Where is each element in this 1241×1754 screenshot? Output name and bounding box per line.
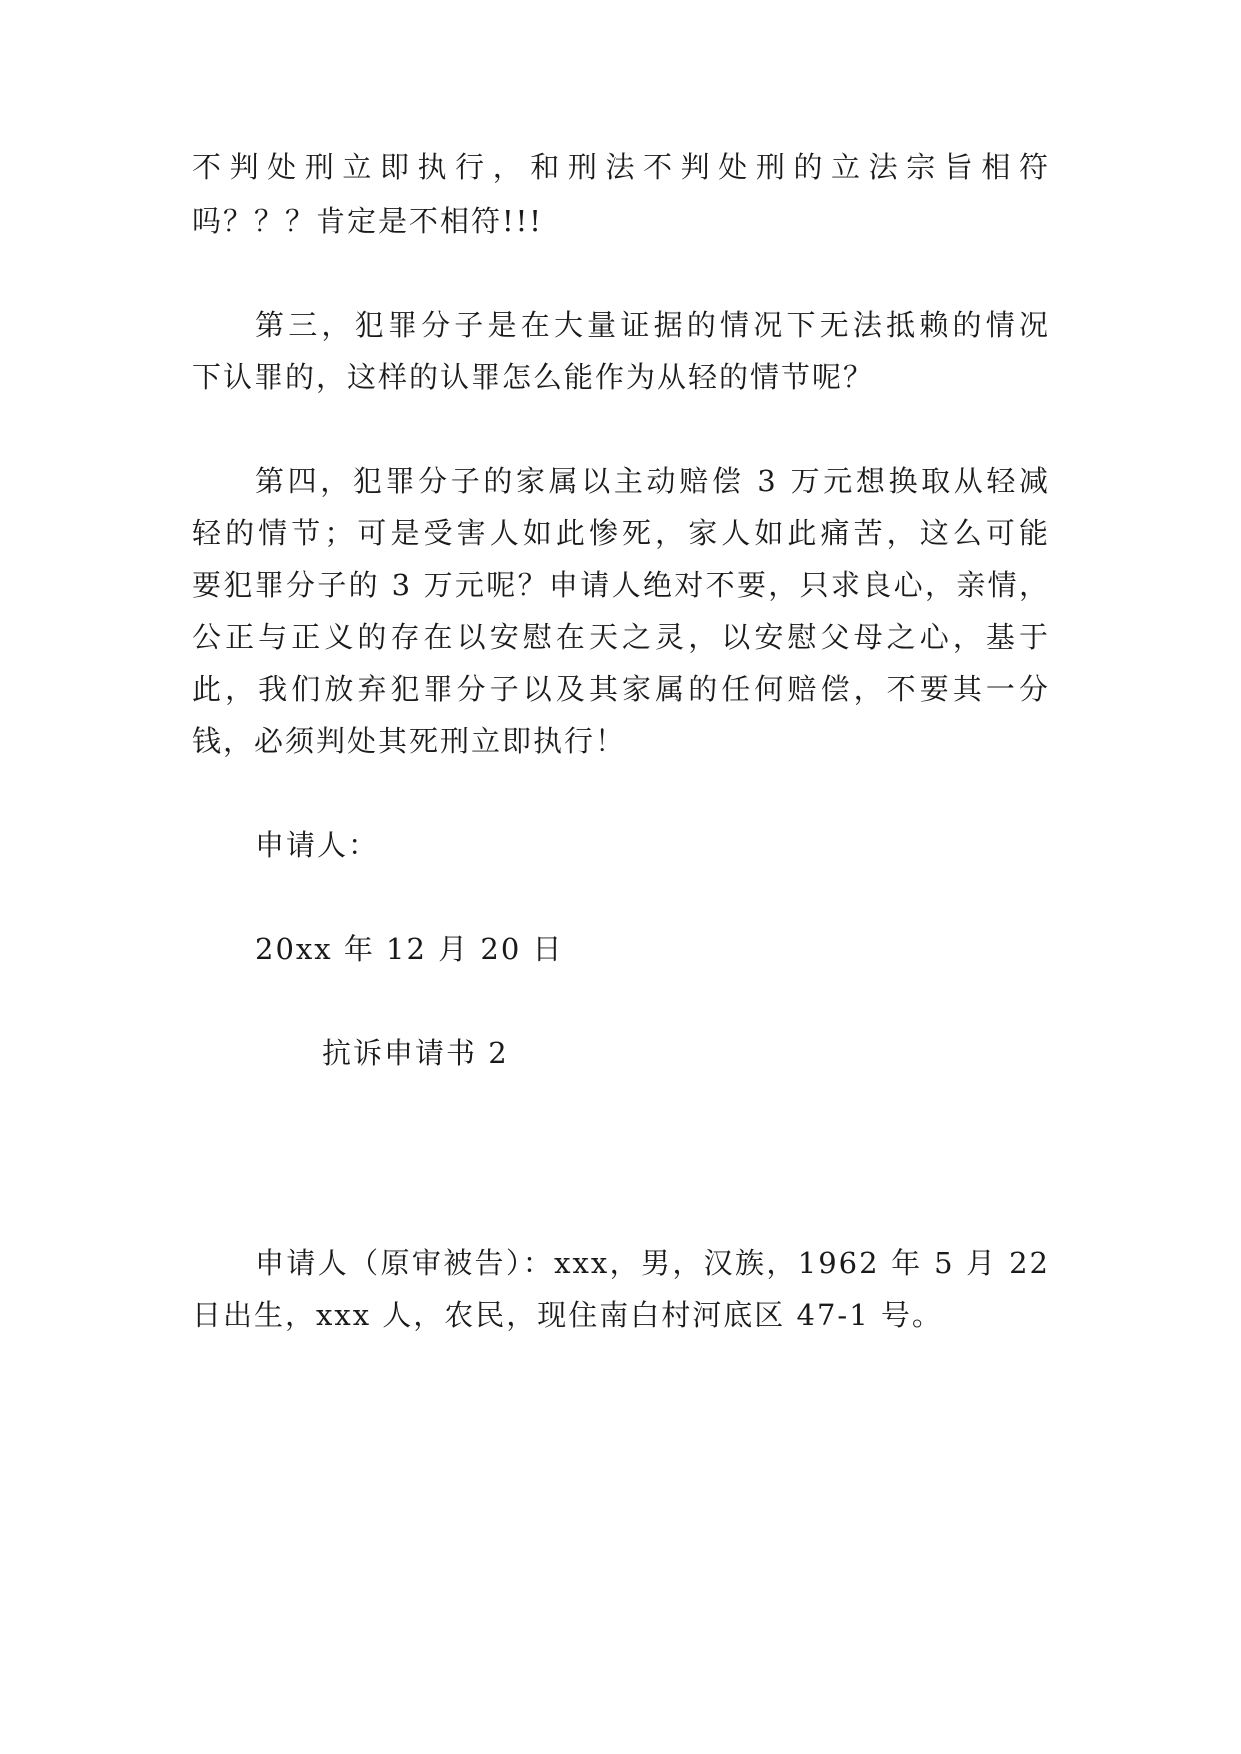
paragraph-2-line-2: 下认罪的，这样的认罪怎么能作为从轻的情节呢？ xyxy=(192,360,875,394)
applicant-signature-label: 申请人： xyxy=(255,828,380,862)
paragraph-2-line-1: 第三，犯罪分子是在大量证据的情况下无法抵赖的情况 xyxy=(255,308,1050,342)
paragraph-1-line-1: 不判处刑立即执行，和刑法不判处刑的立法宗旨相符 xyxy=(192,150,1050,184)
signature-date: 20xx 年 12 月 20 日 xyxy=(255,932,564,966)
paragraph-3-line-3: 要犯罪分子的 3 万元呢？申请人绝对不要，只求良心，亲情， xyxy=(192,568,1050,602)
paragraph-3-line-4: 公正与正义的存在以安慰在天之灵，以安慰父母之心，基于 xyxy=(192,620,1050,654)
applicant-info-line-2: 日出生，xxx 人，农民，现住南白村河底区 47-1 号。 xyxy=(192,1298,943,1332)
applicant-info-line-1: 申请人（原审被告）：xxx，男，汉族，1962 年 5 月 22 xyxy=(255,1246,1050,1280)
paragraph-3-line-2: 轻的情节；可是受害人如此惨死，家人如此痛苦，这么可能 xyxy=(192,516,1050,550)
paragraph-3-line-1: 第四，犯罪分子的家属以主动赔偿 3 万元想换取从轻减 xyxy=(255,464,1050,498)
paragraph-1-line-2: 吗？？？肯定是不相符!!! xyxy=(192,204,543,238)
paragraph-3-line-5: 此，我们放弃犯罪分子以及其家属的任何赔偿，不要其一分 xyxy=(192,672,1050,706)
paragraph-3-line-6: 钱，必须判处其死刑立即执行！ xyxy=(192,724,627,758)
section-title: 抗诉申请书 2 xyxy=(322,1036,509,1070)
